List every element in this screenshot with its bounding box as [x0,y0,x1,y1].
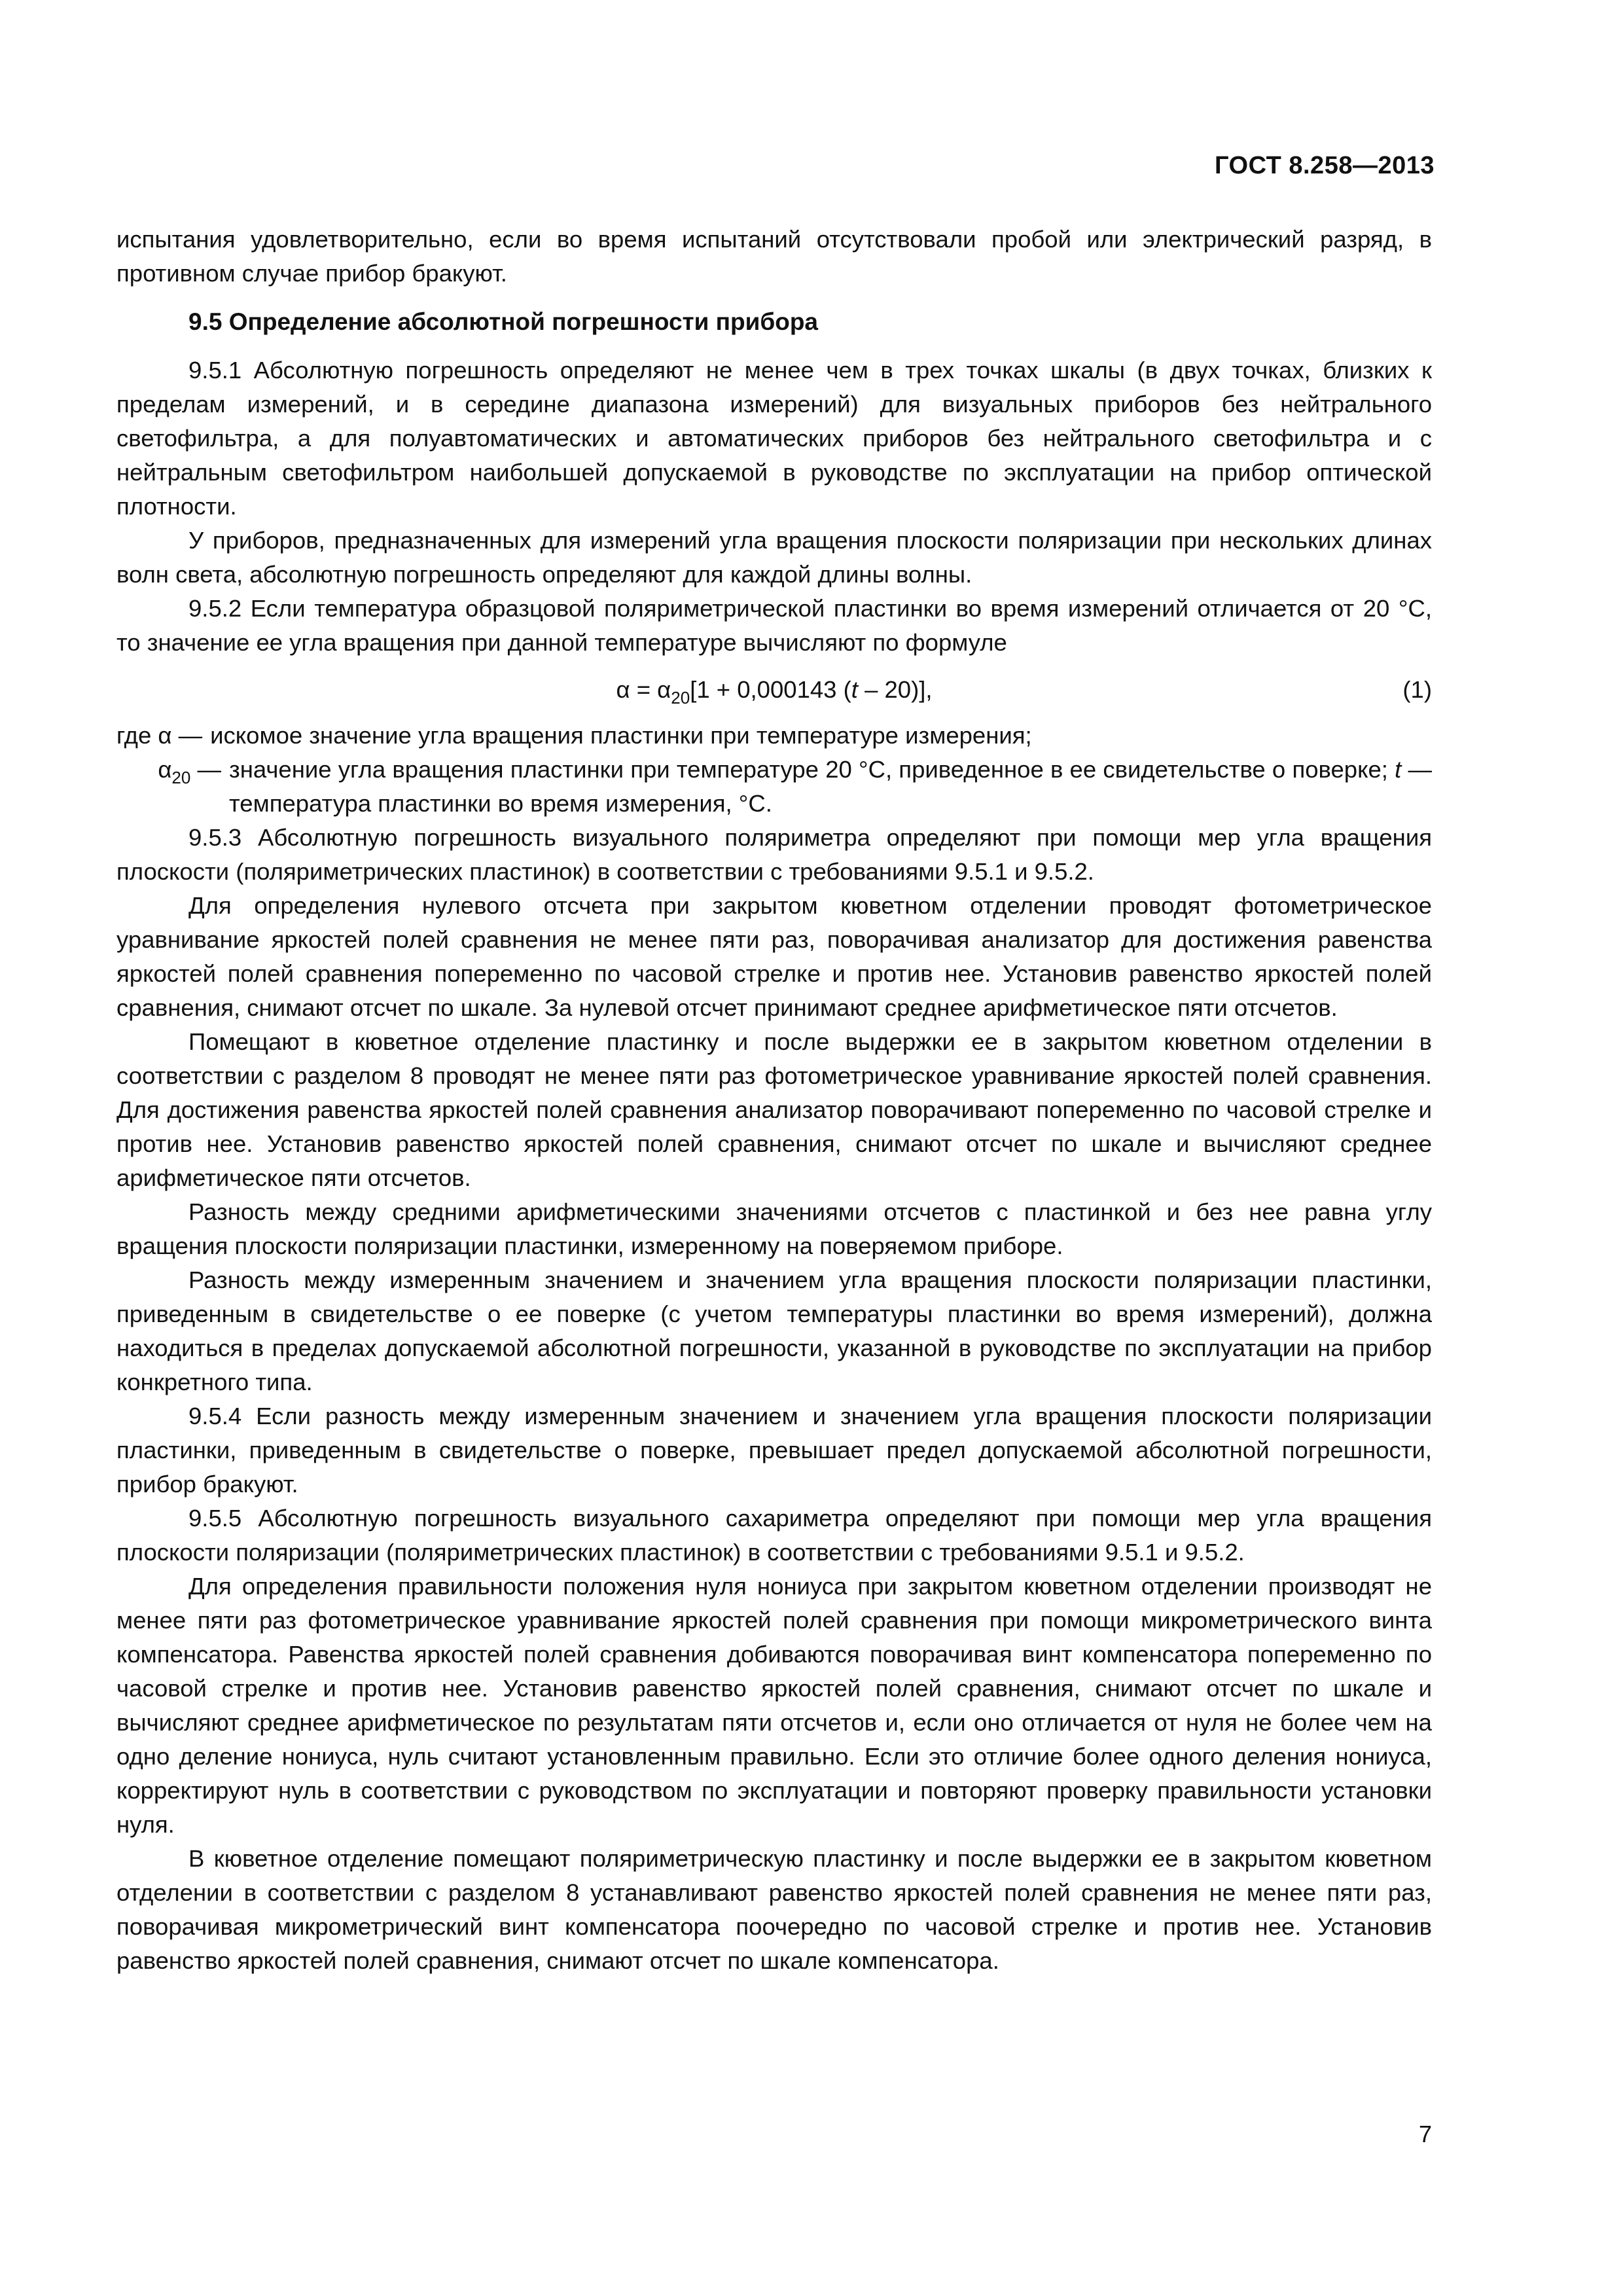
paragraph-9-5-5-b: Для определения правильности положения нуля нониуса при закрытом кюветном отделении производят не менее пяти раз фотометрическое уравнивание яркостей полей сравнения при помощи микрометрического винта компенсатора. Равенства яркостей полей сравнения добиваются поворачивая винт компенсатора попеременно по часовой стрелке и против нее. Установив равенство яркостей полей сравнения, снимают отсчет по шкале и вычисляют среднее арифметическое по результатам пяти отсчетов и, если оно отличается от нуля не более чем на одно деление нониуса, нуль считают установленным правильно. Если это отличие более одного деления нониуса, корректируют нуль в соответствии с руководством по эксплуатации и повторяют проверку правильности установки нуля. [116,1573,1432,1838]
legend-desc-alpha: искомое значение угла вращения пластинки при температуре измерения; [210,722,1032,749]
section-title: 9.5 Определение абсолютной погрешности прибора [188,308,818,335]
page-number: 7 [1418,2121,1432,2147]
paragraph-9-5-1: 9.5.1 Абсолютную погрешность определяют не менее чем в трех точках шкалы (в двух точках, близких к пределам измерений, и в середине диапазона измерений) для визуальных приборов без нейтрального светофильтра, а для полуавтоматических и автоматических приборов без нейтрального светофильтра и с нейтральным светофильтром наибольшей допускаемой в руководстве по эксплуатации на прибор оптической плотности. [116,357,1432,520]
legend-desc-alpha20: значение угла вращения пластинки при температуре 20 °С, приведенное в ее свидетельстве о поверке; t — температура пластинки во время измерения, °С. [229,756,1432,817]
document-body [116,223,1432,1978]
standard-header: ГОСТ 8.258—2013 [1215,152,1435,179]
formula-1 [116,673,1432,707]
paragraph-9-5-3-b: Для определения нулевого отсчета при закрытом кюветном отделении проводят фотометрическое уравнивание яркостей полей сравнения не менее пяти раз, поворачивая анализатор для достижения равенства яркостей полей сравнения попеременно по часовой стрелке и против нее. Установив равенство яркостей полей сравнения, снимают отсчет по шкале. За нулевой отсчет принимают среднее арифметическое пяти отсчетов. [116,892,1432,1021]
legend-row-alpha20 [116,753,1432,821]
formula-number: (1) [1402,676,1432,703]
paragraph-9-5-3-d: Разность между средними арифметическими значениями отсчетов с пластинкой и без нее равна углу вращения плоскости поляризации пластинки, измеренному на поверяемом приборе. [116,1198,1432,1259]
legend-row-alpha [116,719,1432,753]
paragraph-continuation: испытания удовлетворительно, если во время испытаний отсутствовали пробой или электрический разряд, в противном случае прибор бракуют. [116,226,1432,287]
paragraph-9-5-2: 9.5.2 Если температура образцовой поляриметрической пластинки во время измерений отличается от 20 °С, то значение ее угла вращения при данной температуре вычисляют по формуле [116,595,1432,656]
paragraph-9-5-4: 9.5.4 Если разность между измеренным значением и значением угла вращения плоскости поляризации пластинки, приведенным в свидетельстве о поверке, превышает предел допускаемой абсолютной погрешности, прибор бракуют. [116,1403,1432,1498]
legend-symbol-alpha20: $\alpha_{20}$ — [158,756,221,787]
paragraph-9-5-5-c: В кюветное отделение помещают поляриметрическую пластинку и после выдержки ее в закрытом кюветном отделении в соответствии с разделом 8 устанавливают равенство яркостей полей сравнения не менее пяти раз, поворачивая микрометрический винт компенсатора поочередно по часовой стрелке и против нее. Установив равенство яркостей полей сравнения, снимают отсчет по шкале компенсатора. [116,1845,1432,1974]
paragraph-9-5-3: 9.5.3 Абсолютную погрешность визуального поляриметра определяют при помощи мер угла вращения плоскости (поляриметрических пластинок) в соответствии с требованиями 9.5.1 и 9.5.2. [116,824,1432,885]
formula-legend [116,719,1432,821]
legend-symbol-alpha: где α — [116,722,203,749]
paragraph-9-5-3-e: Разность между измеренным значением и значением угла вращения плоскости поляризации пластинки, приведенным в свидетельстве о ее поверке (с учетом температуры пластинки во время измерений), должна находиться в пределах допускаемой абсолютной погрешности, указанной в руководстве по эксплуатации на прибор конкретного типа. [116,1266,1432,1395]
paragraph-9-5-1-b: У приборов, предназначенных для измерений угла вращения плоскости поляризации при нескольких длинах волн света, абсолютную погрешность определяют для каждой длины волны. [116,527,1432,588]
paragraph-9-5-5: 9.5.5 Абсолютную погрешность визуального сахариметра определяют при помощи мер угла вращения плоскости поляризации (поляриметрических пластинок) в соответствии с требованиями 9.5.1 и 9.5.2. [116,1505,1432,1566]
formula-expression: $\alpha = \alpha_{20}[1 + 0,000143$ (t – 20)], [616,676,933,708]
paragraph-9-5-3-c: Помещают в кюветное отделение пластинку и после выдержки ее в закрытом кюветном отделении в соответствии с разделом 8 проводят не менее пяти раз фотометрическое уравнивание яркостей полей сравнения. Для достижения равенства яркостей полей сравнения анализатор поворачивают попеременно по часовой стрелке и против нее. Установив равенство яркостей полей сравнения, снимают отсчет по шкале и вычисляют среднее арифметическое пяти отсчетов. [116,1028,1432,1191]
